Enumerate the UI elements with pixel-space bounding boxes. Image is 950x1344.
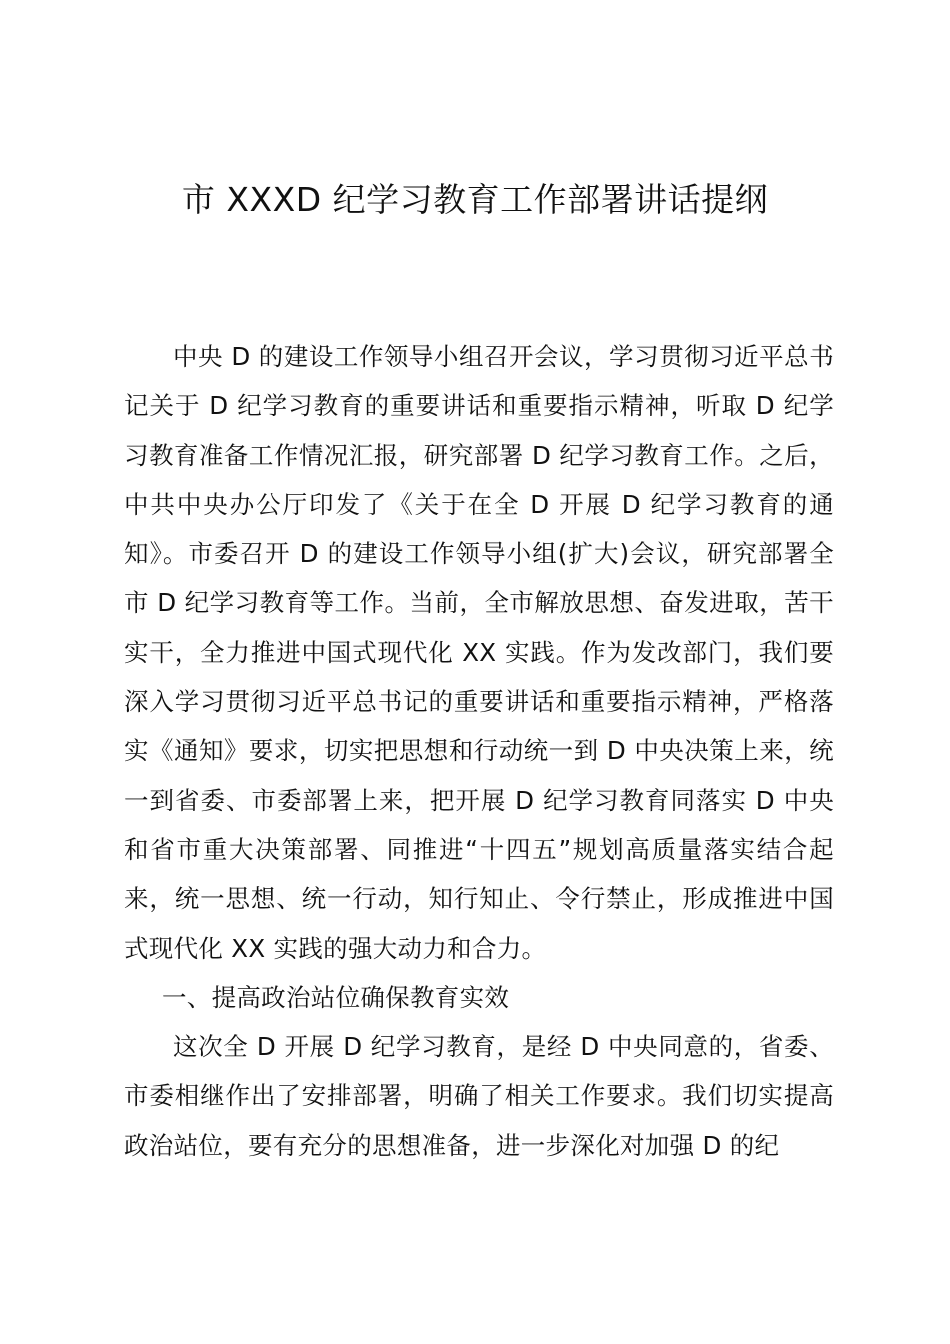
document-title: 市 XXXD 纪学习教育工作部署讲话提纲 bbox=[181, 180, 769, 219]
section-heading-1: 一、提高政治站位确保教育实效 bbox=[161, 982, 510, 1012]
document-body bbox=[124, 332, 834, 1170]
intro-paragraph: 中央 D 的建设工作领导小组召开会议，学习贯彻习近平总书记关于 D 纪学习教育的重要讲话和重要指示精神，听取 D 纪学习教育准备工作情况汇报，研究部署 D 纪学习教育工作。之后，中共中央办公厅印发了《关于在全 D 开展 D 纪学习教育的通知》。市委召开 D 的建设工作领导小组(扩大)会议，研究部署全市 D 纪学习教育等工作。当前，全市解放思想、奋发进取，苦干实干，全力推进中国式现代化 XX 实践。作为发改部门，我们要深入学习贯彻习近平总书记的重要讲话和重要指示精神，严格落实《通知》要求，切实把思想和行动统一到 D 中央决策上来，统一到省委、市委部署上来，把开展 D 纪学习教育同落实 D 中央和省市重大决策部署、同推进“十四五”规划高质量落实结合起来，统一思想、统一行动，知行知止、令行禁止，形成推进中国式现代化 XX 实践的强大动力和合力。 bbox=[124, 342, 834, 963]
section-1-paragraph: 这次全 D 开展 D 纪学习教育，是经 D 中央同意的，省委、市委相继作出了安排部署，明确了相关工作要求。我们切实提高政治站位，要有充分的思想准备，进一步深化对加强 D 的纪 bbox=[124, 1032, 834, 1160]
